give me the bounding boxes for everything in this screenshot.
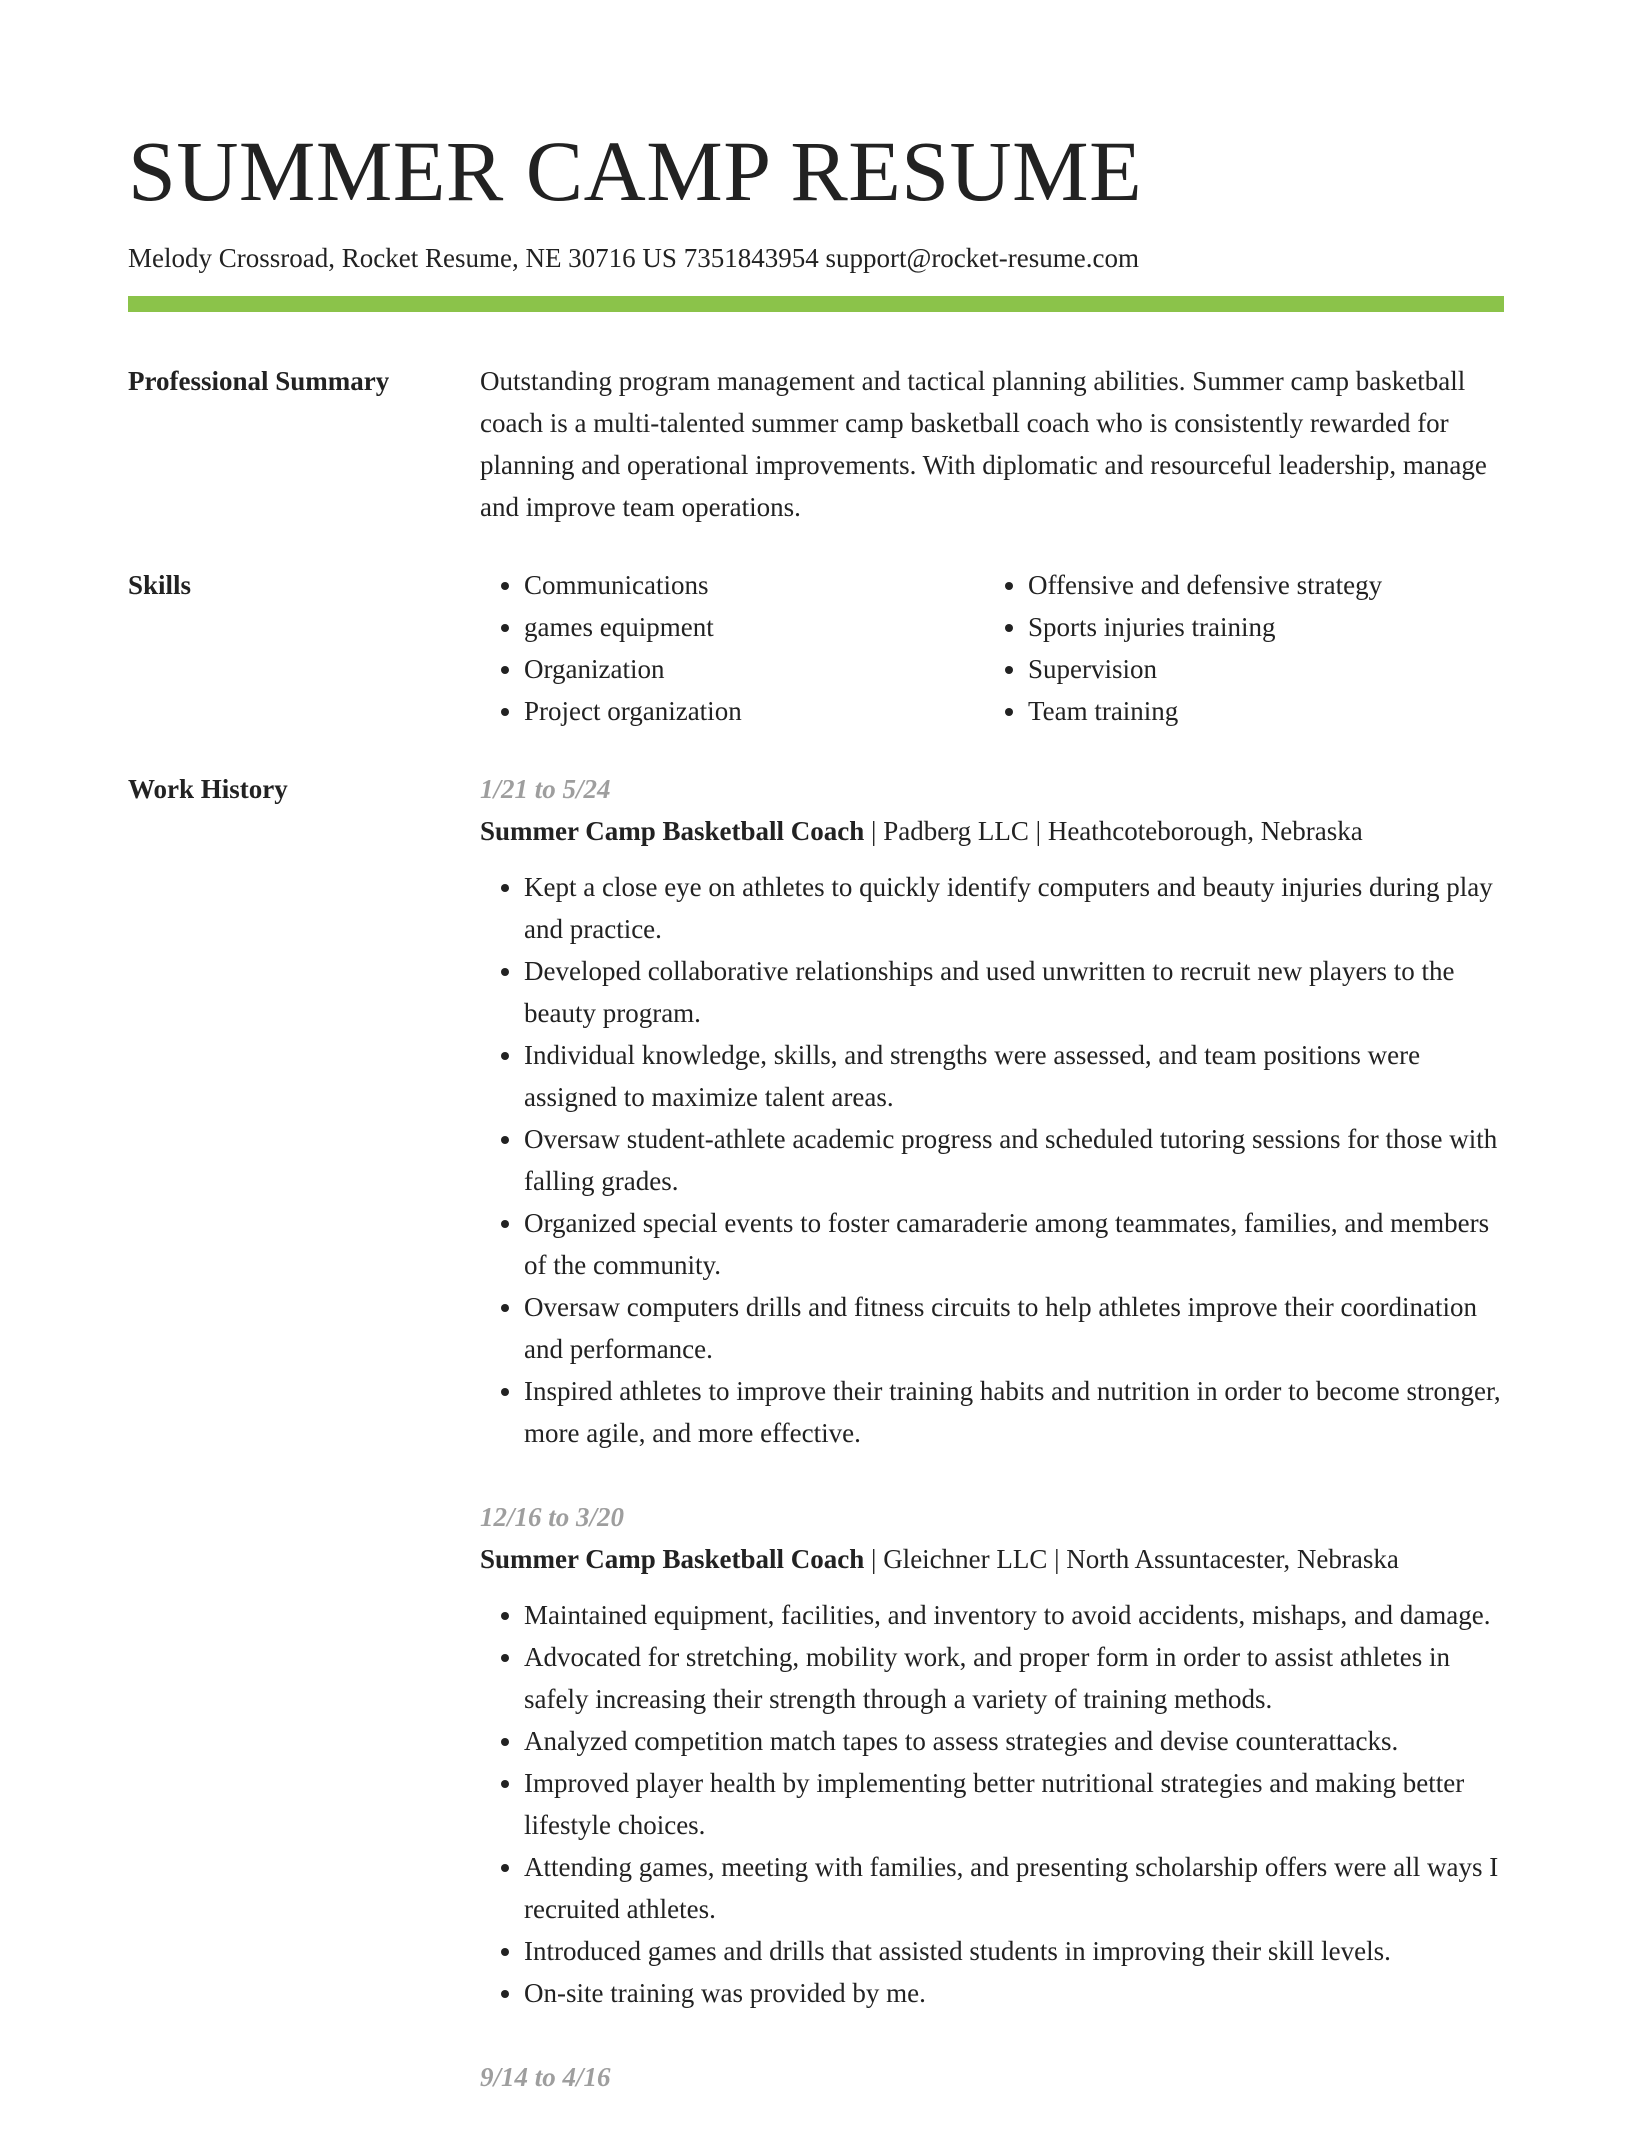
work-history-label: Work History: [128, 774, 288, 804]
job-separator: |: [864, 1544, 884, 1574]
job-bullets: [480, 1594, 1504, 2014]
job-separator: |: [1047, 1544, 1067, 1574]
job-bullet: • Inspired athletes to improve their training habits and nutrition in order to become stronger, more agile, and more effective.: [524, 1370, 1504, 1454]
job-bullet: • Developed collaborative relationships and used unwritten to recruit new players to the beauty program.: [524, 950, 1504, 1034]
skill-item: • Organization: [524, 648, 984, 690]
job-bullet: • Kept a close eye on athletes to quickly identify computers and beauty injuries during play and practice.: [524, 866, 1504, 950]
job-dates: 9/14 to 4/16: [480, 2062, 611, 2092]
job-company: Padberg LLC: [883, 816, 1029, 846]
work-history-section: [128, 768, 1504, 2140]
job-bullet: • Improved player health by implementing better nutritional strategies and making better lifestyle choices.: [524, 1762, 1504, 1846]
job-company: Gleichner LLC: [883, 1544, 1048, 1574]
skills-left-list: [480, 564, 984, 732]
work-history-body: [480, 768, 1504, 2140]
contact-line: Melody Crossroad, Rocket Resume, NE 30716 US 7351843954 support@rocket-resume.com: [128, 243, 1139, 273]
job-bullets: [480, 866, 1504, 1454]
job-heading: [480, 1538, 1504, 1580]
job-title: Summer Camp Basketball Coach: [480, 816, 865, 846]
job-heading: [480, 810, 1504, 852]
skill-item: • Supervision: [1028, 648, 1488, 690]
job-bullet: • Analyzed competition match tapes to assess strategies and devise counterattacks.: [524, 1720, 1504, 1762]
skills-columns: [480, 564, 1504, 732]
job-separator: |: [1028, 816, 1048, 846]
job-bullet: • Organized special events to foster camaraderie among teammates, families, and members of the community.: [524, 1202, 1504, 1286]
job-dates: 12/16 to 3/20: [480, 1502, 625, 1532]
job-entry: [480, 1496, 1504, 2014]
skill-item: • Sports injuries training: [1028, 606, 1488, 648]
skills-label: Skills: [128, 570, 192, 600]
job-bullet: • Attending games, meeting with families, and presenting scholarship offers were all ways I recruited athletes.: [524, 1846, 1504, 1930]
job-bullet: • Individual knowledge, skills, and strengths were assessed, and team positions were assigned to maximize talent areas.: [524, 1034, 1504, 1118]
skill-item: • games equipment: [524, 606, 984, 648]
job-bullet: • Advocated for stretching, mobility work, and proper form in order to assist athletes in safely increasing their strength through a variety of training methods.: [524, 1636, 1504, 1720]
resume-title: SUMMER CAMP RESUME: [128, 123, 1143, 219]
resume-page: [128, 0, 1504, 2140]
summary-label: Professional Summary: [128, 366, 390, 396]
job-entry: [480, 2056, 1504, 2098]
job-title: Summer Camp Basketball Coach: [480, 1544, 865, 1574]
summary-text: Outstanding program management and tactical planning abilities. Summer camp basketball coach is a multi-talented summer camp basketball coach who is consistently rewarded for planning and operational improvements. With diplomatic and resourceful leadership, manage and improve team operations.: [480, 366, 1487, 522]
skills-body: [480, 564, 1504, 732]
job-location: Heathcoteborough, Nebraska: [1047, 816, 1363, 846]
job-bullet: • Oversaw computers drills and fitness circuits to help athletes improve their coordination and performance.: [524, 1286, 1504, 1370]
job-separator: |: [864, 816, 884, 846]
job-dates: 1/21 to 5/24: [480, 774, 611, 804]
job-entry: [480, 768, 1504, 1454]
job-location: North Assuntacester, Nebraska: [1066, 1544, 1399, 1574]
skill-item: • Offensive and defensive strategy: [1028, 564, 1488, 606]
summary-body: [480, 360, 1504, 528]
skill-item: • Team training: [1028, 690, 1488, 732]
skill-item: • Project organization: [524, 690, 984, 732]
summary-section: [128, 360, 1504, 528]
skills-section: [128, 564, 1504, 732]
skills-right-list: [984, 564, 1488, 732]
skill-item: • Communications: [524, 564, 984, 606]
accent-divider: [128, 296, 1504, 312]
job-bullet: • On-site training was provided by me.: [524, 1972, 1504, 2014]
job-bullet: • Maintained equipment, facilities, and inventory to avoid accidents, mishaps, and damage.: [524, 1594, 1504, 1636]
job-bullet: • Introduced games and drills that assisted students in improving their skill levels.: [524, 1930, 1504, 1972]
job-bullet: • Oversaw student-athlete academic progress and scheduled tutoring sessions for those with falling grades.: [524, 1118, 1504, 1202]
